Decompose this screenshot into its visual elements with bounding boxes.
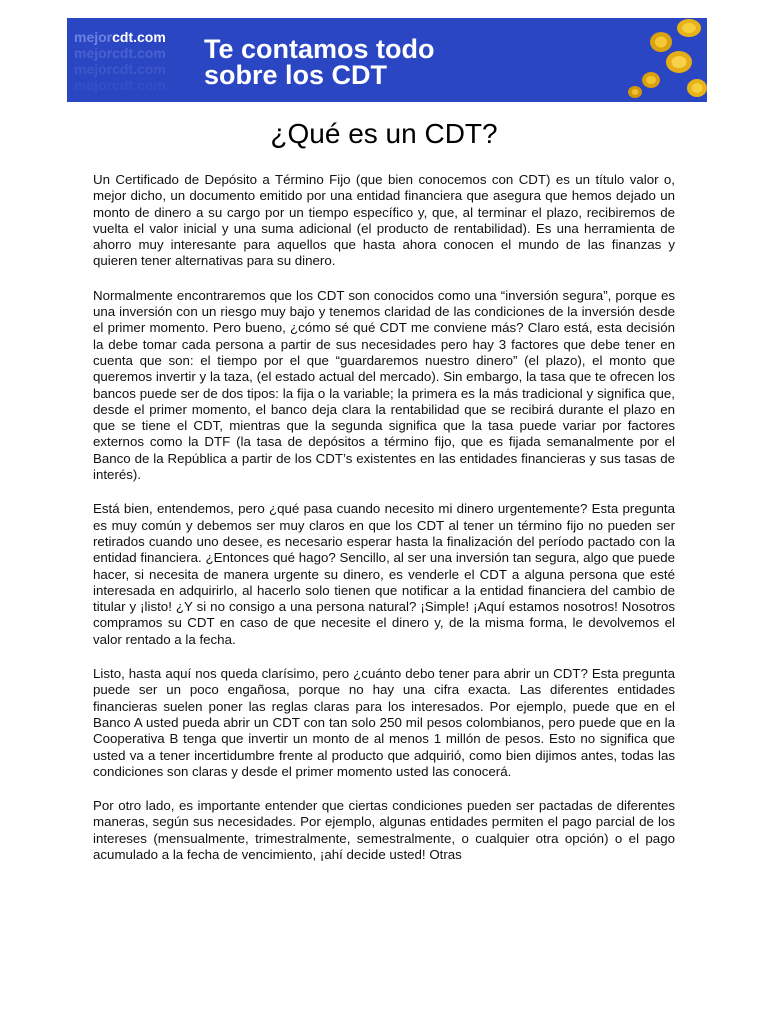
brand-watermark-echo xyxy=(74,78,166,92)
banner-title-line: Te contamos todo xyxy=(204,34,435,64)
gold-coin-icon xyxy=(677,19,701,37)
paragraph: Un Certificado de Depósito a Término Fijo (que bien conocemos con CDT) es un título valor o, mejor dicho, un documento emitido por una entidad financiera que asegura que hemos dejado un monto de dinero a su cargo por un tiempo específico y, que, al terminar el plazo, recibiremos de vuelta el valor inicial y una suma adicional (el producto de rentabilidad). Es una herramienta de ahorro muy interesante para aquellos que hasta ahora conocen el mundo de las finanzas y quieren tener alternativas para su dinero. xyxy=(93,172,675,269)
brand-watermark-echo xyxy=(74,62,166,76)
watermark-suffix: cdt.com xyxy=(112,29,166,45)
gold-coin-icon xyxy=(666,51,692,73)
gold-coin-icon xyxy=(687,79,707,97)
brand-watermark xyxy=(74,30,166,44)
watermark-prefix: mejor xyxy=(74,29,113,45)
paragraph: Listo, hasta aquí nos queda clarísimo, pero ¿cuánto debo tener para abrir un CDT? Esta pregunta puede ser un poco engañosa, porque no hay una cifra exacta. Las diferentes entidades financieras suelen poner las reglas claras para los interesados. Por ejemplo, puede que en el Banco A usted pueda abrir un CDT con tan solo 250 mil pesos colombianos, pero puede que en la Cooperativa B tenga que invertir un monto de al menos 1 millón de pesos. Esto no significa que usted va a tener incertidumbre frente al producto que adquirió, como bien dijimos antes, todas las condiciones son claras y desde el primer momento usted las conocerá. xyxy=(93,666,675,779)
paragraph: Por otro lado, es importante entender que ciertas condiciones pueden ser pactadas de diferentes maneras, según sus necesidades. Por ejemplo, algunas entidades permiten el pago parcial de los intereses (mensualmente, trimestralmente, semestralmente, o cualquier otra opción) o el pago acumulado a la fecha de vencimiento, ¡ahí decide usted! Otras xyxy=(93,798,675,862)
banner-title xyxy=(204,36,534,88)
watermark-prefix: mejor xyxy=(74,77,113,93)
watermark-prefix: mejor xyxy=(74,61,113,77)
gold-coin-icon xyxy=(642,72,660,88)
header-banner xyxy=(67,18,707,102)
watermark-suffix: cdt.com xyxy=(112,77,166,93)
paragraph: Normalmente encontraremos que los CDT son conocidos como una “inversión segura”, porque es una inversión con un riesgo muy bajo y tenemos claridad de las condiciones de la inversión desde el primer momento. Pero bueno, ¿cómo sé qué CDT me conviene más? Claro está, esta decisión la debe tomar cada persona a partir de sus necesidades pero hay 3 factores que debe tener en cuenta que son: el tiempo por el que “guardaremos nuestro dinero” (el plazo), el monto que queremos invertir y la taza, (el estado actual del mercado). Sin embargo, la tasa que te ofrecen los bancos puede ser de dos tipos: la fija o la variable; la primera es la más tradicional y significa que, desde el primer momento, el banco deja clara la rentabilidad que se recibirá durante el plazo en que se tiene el CDT, mientras que la segunda significa que la tasa puede variar por factores externos como la DTF (la tasa de depósitos a término fijo, que es fijada semanalmente por el Banco de la República a partir de los CDT’s existentes en las entidades financieras y sus tasas de interés). xyxy=(93,287,675,483)
gold-coin-icon xyxy=(650,32,672,52)
watermark-suffix: cdt.com xyxy=(112,45,166,61)
watermark-prefix: mejor xyxy=(74,45,113,61)
gold-coins-icon xyxy=(597,18,707,102)
document-body xyxy=(93,172,675,881)
document-title: ¿Qué es un CDT? xyxy=(270,118,498,149)
banner-title-line: sobre los CDT xyxy=(204,60,388,90)
brand-watermark-echo xyxy=(74,46,166,60)
gold-coin-icon xyxy=(628,86,642,98)
watermark-suffix: cdt.com xyxy=(112,61,166,77)
paragraph: Está bien, entendemos, pero ¿qué pasa cuando necesito mi dinero urgentemente? Esta pregunta es muy común y debemos ser muy claros en que los CDT al tener un término fijo no pueden ser retirados cuando uno desee, es necesario esperar hasta la finalización del período pactado con la entidad financiera. ¿Entonces qué hago? Sencillo, al ser una inversión tan segura, algo que puede hacer, si necesita de manera urgente su dinero, es venderle el CDT a alguna persona que esté interesada en adquirirlo, al hacerlo solo tienen que notificar a la entidad financiera del cambio de titular y ¡listo! ¿Y si no consigo a una persona natural? ¡Simple! ¡Aquí estamos nosotros! Nosotros compramos su CDT en caso de que necesite el dinero y, de la misma forma, le devolvemos el valor rentado a la fecha. xyxy=(93,501,675,647)
